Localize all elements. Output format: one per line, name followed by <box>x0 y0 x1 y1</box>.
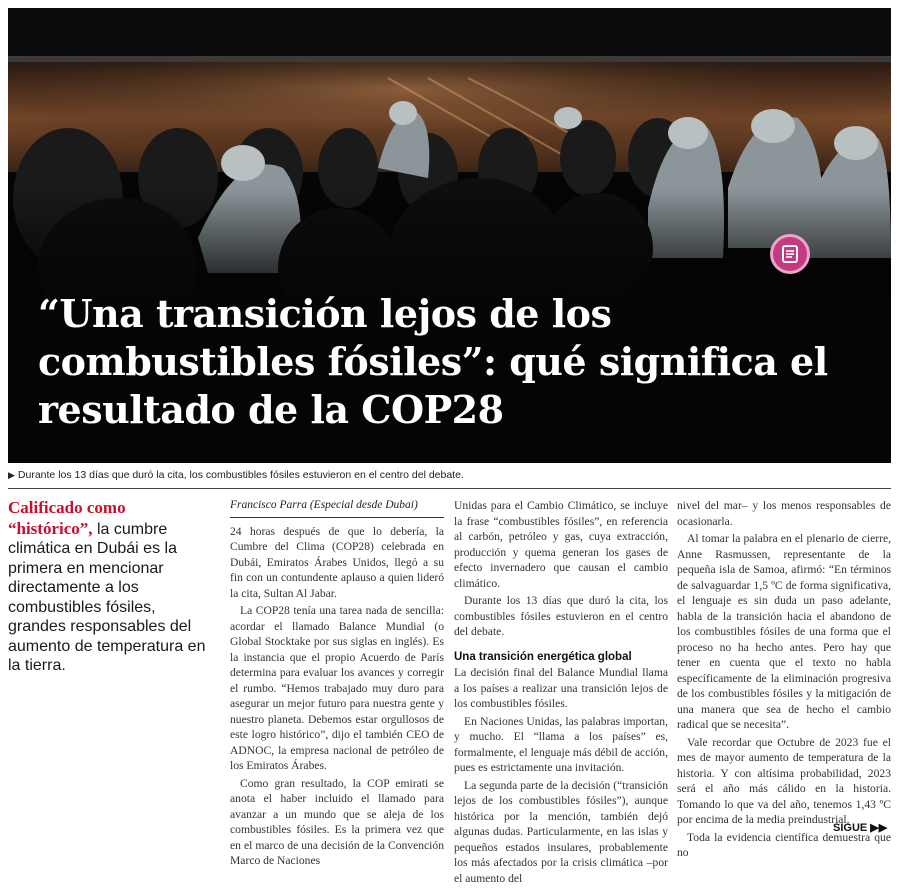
paragraph: Durante los 13 días que duró la cita, los combustibles fósiles estuvieron en el centro del debate. <box>454 594 668 638</box>
article-column-1 <box>230 498 444 871</box>
paragraph: La decisión final del Balance Mundial llama a los países a realizar una transición lejos de los combustibles fósiles. <box>454 666 668 710</box>
paragraph: Unidas para el Cambio Climático, se incluye la frase “combustibles fósiles”, en referencia al carbón, petróleo y gas, cuya extracción, producción y quema generan los gases de efecto invernadero que causan el cambio climático. <box>454 499 668 590</box>
lead-paragraph <box>8 498 214 676</box>
article-icon-button[interactable] <box>770 234 810 274</box>
photo-caption <box>8 469 891 481</box>
paragraph: En Naciones Unidas, las palabras importan, y mucho. El “llama a los países” es, formalmente, el lenguaje más débil de acción, pues es estrictamente una invitación. <box>454 714 668 774</box>
article-column-2 <box>454 498 668 888</box>
paragraph: La COP28 tenía una tarea nada de sencilla: acordar el llamado Balance Mundial (o Global Stocktake por sus siglas en inglés). Es la instancia que el propio Acuerdo de París determina para evaluar los avances y corregir el rumbo. “Hemos trabajado muy duro para asegurar un mejor futuro para nuestra gente y nuestro planeta. Debemos estar orgullosos de este logro histórico”, dijo el también CEO de ADNOC, la empresa nacional de petróleo de los Emiratos Árabes. <box>230 604 444 772</box>
byline: Francisco Parra (Especial desde Dubai) <box>230 498 444 518</box>
document-icon <box>780 244 800 264</box>
paragraph: La segunda parte de la decisión (“transición lejos de los combustibles fósiles”), aunque histórica por la mención, también dejó algunas dudas. Particularmente, en las islas y pequeños estados insulares, probablemente los más afectados por la crisis climática –por el aumento del <box>454 778 668 885</box>
hero-image <box>8 8 891 463</box>
paragraph: Vale recordar que Octubre de 2023 fue el mes de mayor aumento de temperatura de la historia. Y con altísima probabilidad, 2023 será el año más cálido en la historia. Tomando lo que va del año, tenemos 1,43 ºC por encima de la media preindustrial. <box>677 735 891 826</box>
caption-arrow-icon: ▶ <box>8 470 15 480</box>
subheading: Una transición energética global <box>454 650 632 663</box>
caption-text: Durante los 13 días que duró la cita, los combustibles fósiles estuvieron en el centro del debate. <box>17 469 464 481</box>
divider <box>8 488 891 489</box>
lead-kicker: Calificado como “histórico”, <box>8 498 126 538</box>
paragraph: Como gran resultado, la COP emirati se anota el haber incluido el llamado para avanzar a un mundo que se aleja de los combustibles fósiles. Es la primera vez que en el marco de una decisión de la Convención Marco de Naciones <box>230 776 444 867</box>
paragraph: 24 horas después de que lo debería, la Cumbre del Clima (COP28) celebrada en Dubái, Emiratos Árabes Unidos, llegó a su fin con un contundente aplauso a quien lideró la cita, Sultan Al Jabar. <box>230 524 444 600</box>
paragraph: nivel del mar– y los menos responsables de ocasionarla. <box>677 499 891 528</box>
paragraph: Toda la evidencia científica demuestra que no <box>677 830 891 859</box>
article-headline: “Una transición lejos de los combustibles fósiles”: qué significa el resultado de la COP28 <box>38 291 828 432</box>
continue-link[interactable]: SIGUE ▶▶ <box>833 822 888 834</box>
article-column-3 <box>677 498 891 863</box>
paragraph: Al tomar la palabra en el plenario de cierre, Anne Rasmussen, representante de la pequeña isla de Samoa, afirmó: “En términos de salvaguardar 1,5 ºC de forma significativa, el lenguaje es sin duda un paso adelante, habla de la transición hacia el abandono de los combustibles fósiles de una forma que el proceso no ha hecho antes. Pero hay que tener en cuenta que el texto no habla específicamente de la eliminación progresiva de los combustibles fósiles y la mitigación de una manera que sea de hecho el cambio radical que se necesita”. <box>677 532 891 731</box>
lead-text: la cumbre climática en Dubái es la primera en mencionar directamente a los combustibles fósiles, grandes responsables del aumento de temperatura en la tierra. <box>8 520 206 674</box>
